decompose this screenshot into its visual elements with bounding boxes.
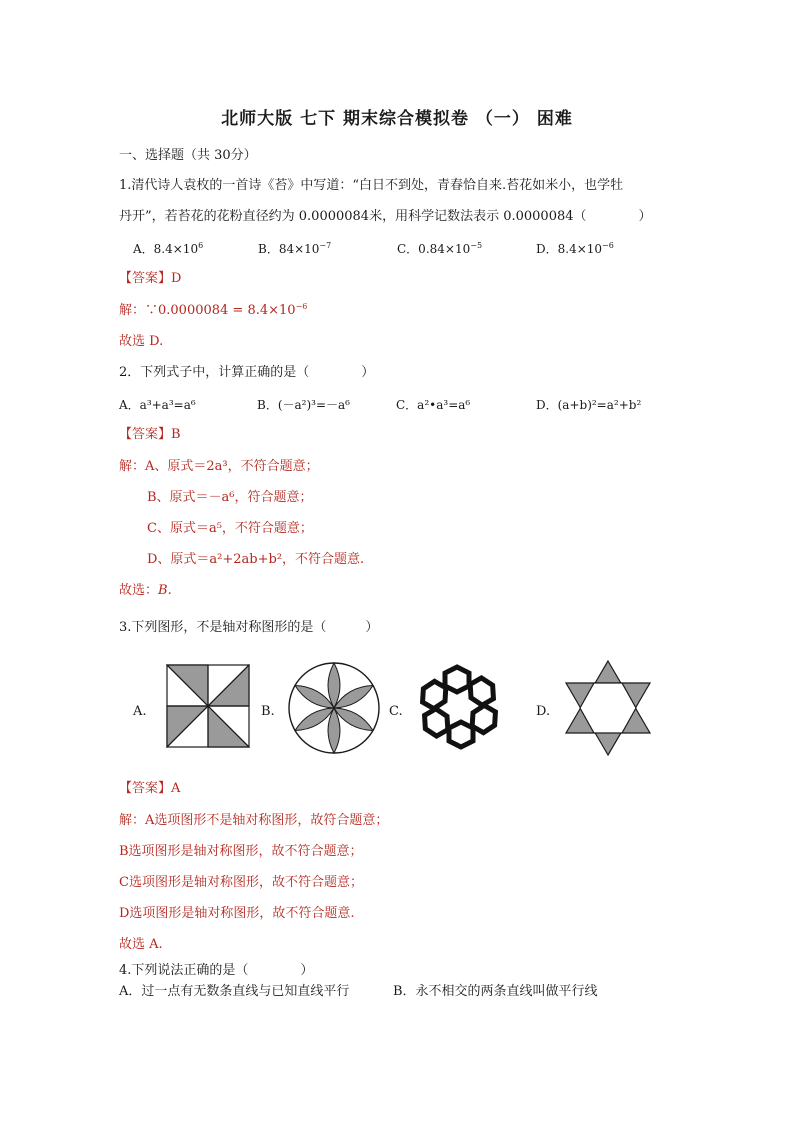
q3-label-d: D. bbox=[536, 704, 551, 719]
flower-circle-figure bbox=[287, 661, 381, 755]
q3-conclusion: 故选 A. bbox=[119, 937, 163, 952]
q1-stem-line2: 丹开”，若苔花的花粉直径约为 0.0000084米，用科学记数法表示 0.0000084（ ） bbox=[119, 209, 652, 224]
q1-conclusion: 故选 D. bbox=[119, 334, 164, 349]
q4-stem: 4.下列说法正确的是（ ） bbox=[119, 963, 314, 978]
q3-label-a: A. bbox=[133, 704, 147, 719]
q1-option-d: D．$8.4\times 10^{-6}$ bbox=[536, 241, 614, 256]
q1-answer: 【答案】D bbox=[119, 271, 182, 286]
q2-solution-d: D、原式＝a²+2ab+b²，不符合题意. bbox=[147, 552, 365, 567]
q1-solution: 解：∵0.0000084 = $8.4\times 10^{-6}$ bbox=[119, 302, 308, 318]
q2-option-c: C．a²•a³=a⁶ bbox=[396, 398, 471, 412]
q3-solution-1: 解：A选项图形不是轴对称图形，故符合题意； bbox=[119, 813, 389, 828]
q3-answer: 【答案】A bbox=[119, 781, 181, 796]
page-title: 北师大版 七下 期末综合模拟卷 （一） 困难 bbox=[221, 109, 573, 129]
star-of-david-figure bbox=[562, 659, 654, 757]
q1-stem-line1: 1.清代诗人袁枚的一首诗《苔》中写道：“白日不到处，青春恰自来.苔花如米小，也学牡 bbox=[119, 178, 624, 193]
q2-stem: 2．下列式子中，计算正确的是（ ） bbox=[119, 365, 375, 380]
q4-option-a: A．过一点有无数条直线与已知直线平行 bbox=[119, 984, 350, 999]
q3-label-b: B. bbox=[261, 704, 275, 719]
hexagon-ring-figure bbox=[411, 664, 507, 750]
q1-option-c: C．$0.84\times 10^{-5}$ bbox=[397, 241, 483, 256]
q2-option-b: B．(－a²)³=－a⁶ bbox=[257, 398, 350, 412]
q2-solution-b: B、原式＝－a⁶，符合题意； bbox=[147, 490, 313, 505]
q4-option-b: B．永不相交的两条直线叫做平行线 bbox=[393, 984, 598, 999]
q3-label-c: C. bbox=[389, 704, 403, 719]
q2-solution-a: 解：A、原式＝2a³，不符合题意； bbox=[119, 459, 319, 474]
q2-option-d: D．(a+b)²=a²+b² bbox=[536, 398, 642, 412]
q2-conclusion: 故选：B. bbox=[119, 583, 172, 598]
q3-solution-2: B选项图形是轴对称图形，故不符合题意； bbox=[119, 844, 363, 859]
q1-option-a: A．$8.4\times 10^6$ bbox=[133, 241, 204, 256]
q3-stem: 3.下列图形，不是轴对称图形的是（ ） bbox=[119, 620, 379, 635]
q1-option-b: B．$84\times 10^{-7}$ bbox=[258, 241, 332, 256]
pinwheel-figure bbox=[166, 664, 250, 748]
q2-option-a: A．a³+a³=a⁶ bbox=[119, 398, 196, 412]
section-heading: 一、选择题（共 30分） bbox=[119, 148, 257, 163]
q3-solution-3: C选项图形是轴对称图形，故不符合题意； bbox=[119, 875, 363, 890]
q2-solution-c: C、原式＝a⁵，不符合题意； bbox=[147, 521, 313, 536]
q3-solution-4: D选项图形是轴对称图形，故不符合题意. bbox=[119, 906, 355, 921]
q2-answer: 【答案】B bbox=[119, 427, 181, 442]
